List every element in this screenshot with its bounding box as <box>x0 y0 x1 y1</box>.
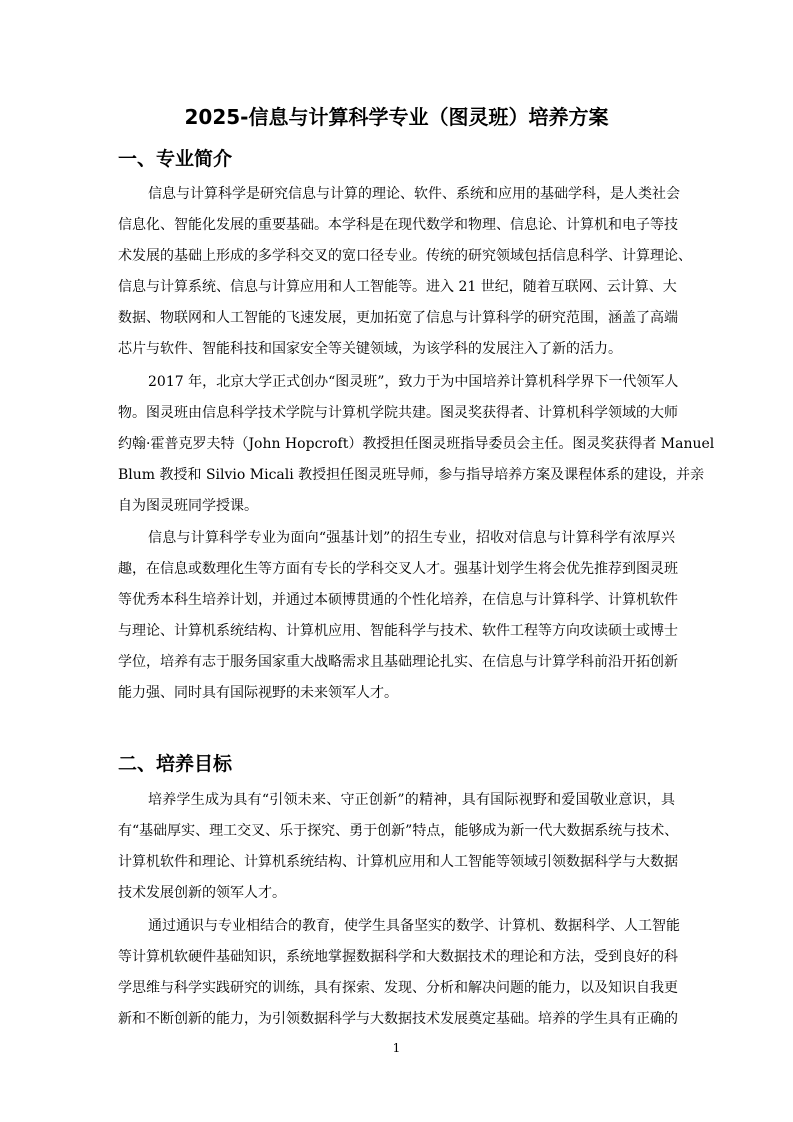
text-line: 趣，在信息或数理化生等方面有专长的学科交叉人才。强基计划学生将会优先推荐到图灵班 <box>118 561 678 577</box>
text-line: 术发展的基础上形成的多学科交叉的宽口径专业。传统的研究领域包括信息科学、计算理论、 <box>118 248 692 264</box>
section-heading-goals: 二、培养目标 <box>118 753 233 775</box>
paragraph-intro-3 <box>118 523 678 709</box>
text-line: 自为图灵班同学授课。 <box>118 498 258 514</box>
text-line: 等计算机软硬件基础知识，系统地掌握数据科学和大数据技术的理论和方法，受到良好的科 <box>118 949 678 965</box>
page-number: 1 <box>392 1041 401 1055</box>
text-line: 有“基础厚实、理工交叉、乐于探究、勇于创新”特点，能够成为新一代大数据系统与技术、 <box>118 823 679 839</box>
text-line: 芯片与软件、智能科技和国家安全等关键领域，为该学科的发展注入了新的活力。 <box>118 341 622 357</box>
document-title: 2025-信息与计算科学专业（图灵班）培养方案 <box>184 105 609 129</box>
text-line: 新和不断创新的能力，为引领数据科学与大数据技术发展奠定基础。培养的学生具有正确的 <box>118 1011 678 1027</box>
text-line: 培养学生成为具有“引领未来、守正创新”的精神，具有国际视野和爱国敬业意识，具 <box>148 792 675 808</box>
text-line: 2017 年，北京大学正式创办“图灵班”，致力于为中国培养计算机科学界下一代领军人 <box>148 374 679 390</box>
paragraph-intro-2 <box>118 367 715 522</box>
text-line: 能力强、同时具有国际视野的未来领军人才。 <box>118 685 398 701</box>
text-line: 约翰·霍普克罗夫特（John Hopcroft）教授担任图灵班指导委员会主任。图灵奖获得者 Manuel <box>118 436 715 452</box>
paragraph-goals-2 <box>118 911 680 1035</box>
text-line: 技术发展创新的领军人才。 <box>118 885 286 901</box>
text-line: 数据、物联网和人工智能的飞速发展，更加拓宽了信息与计算科学的研究范围，涵盖了高端 <box>118 310 678 326</box>
text-line: 计算机软件和理论、计算机系统结构、计算机应用和人工智能等领域引领数据科学与大数据 <box>118 854 678 870</box>
text-line: 等优秀本科生培养计划，并通过本硕博贯通的个性化培养，在信息与计算科学、计算机软件 <box>118 592 678 608</box>
text-line: 学位，培养有志于服务国家重大战略需求且基础理论扎实、在信息与计算学科前沿开拓创新 <box>118 654 678 670</box>
text-line: 与理论、计算机系统结构、计算机应用、智能科学与技术、软件工程等方向攻读硕士或博士 <box>118 623 678 639</box>
text-line: 通过通识与专业相结合的教育，使学生具备坚实的数学、计算机、数据科学、人工智能 <box>148 918 680 934</box>
text-line: 信息与计算系统、信息与计算应用和人工智能等。进入 21 世纪，随着互联网、云计算、大 <box>118 279 677 295</box>
paragraph-intro-1 <box>118 179 692 365</box>
paragraph-goals-1 <box>118 785 679 909</box>
text-line: 信息化、智能化发展的重要基础。本学科是在现代数学和物理、信息论、计算机和电子等技 <box>118 217 678 233</box>
text-line: Blum 教授和 Silvio Micali 教授担任图灵班导师，参与指导培养方案及课程体系的建设，并亲 <box>118 467 705 483</box>
section-heading-intro: 一、专业简介 <box>118 148 233 170</box>
text-line: 学思维与科学实践研究的训练，具有探索、发现、分析和解决问题的能力，以及知识自我更 <box>118 980 678 996</box>
text-line: 信息与计算科学是研究信息与计算的理论、软件、系统和应用的基础学科，是人类社会 <box>148 186 680 202</box>
text-line: 物。图灵班由信息科学技术学院与计算机学院共建。图灵奖获得者、计算机科学领域的大师 <box>118 405 678 421</box>
text-line: 信息与计算科学专业为面向“强基计划”的招生专业，招收对信息与计算科学有浓厚兴 <box>148 530 675 546</box>
